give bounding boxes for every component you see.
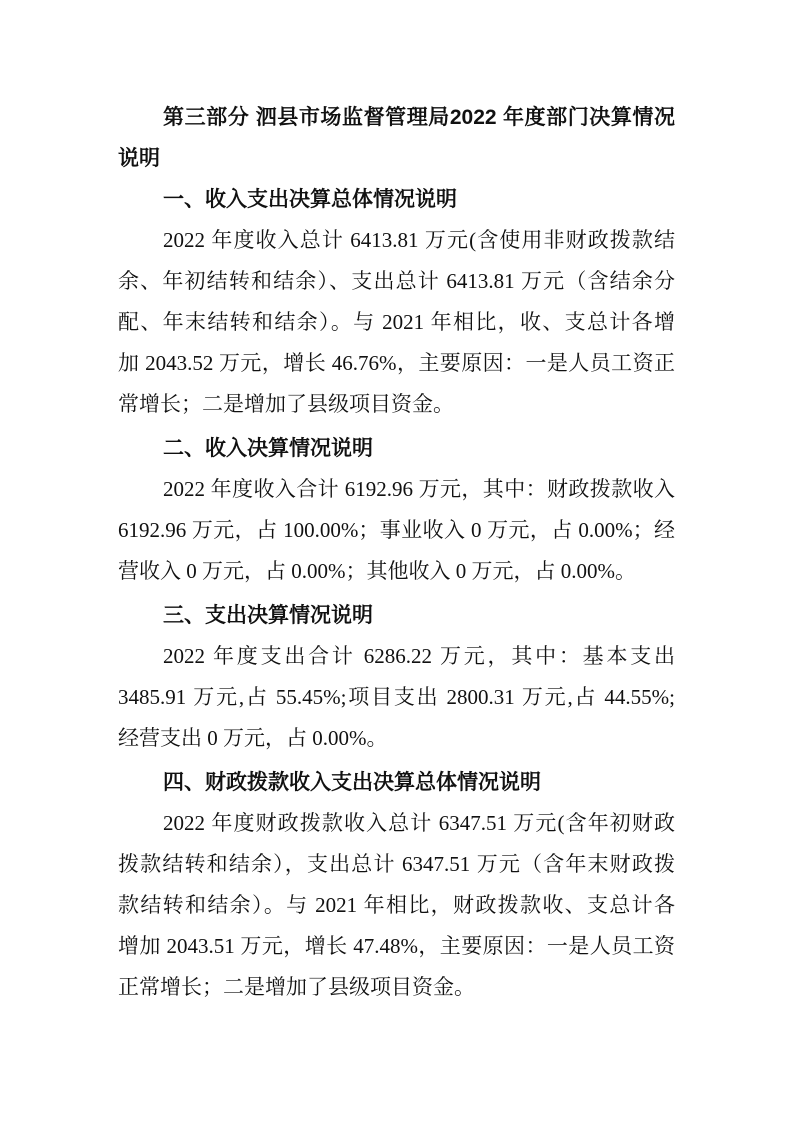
paragraph-line: 常增长；二是增加了县级项目资金。 [118, 392, 454, 416]
paragraph-line: 营收入 0 万元，占 0.00%；其他收入 0 万元，占 0.00%。 [118, 559, 636, 583]
paragraph [118, 803, 675, 1008]
paragraph-line: 2022 年度财政拨款收入总计 6347.51 万元(含年初财政 [163, 811, 675, 835]
paragraph-line: 2022 年度支出合计 6286.22 万元，其中：基本支出 [163, 644, 675, 668]
paragraph-line: 配、年末结转和结余）。与 2021 年相比，收、支总计各增 [118, 310, 675, 334]
section-expenditure [118, 595, 675, 759]
paragraph [118, 636, 675, 759]
section-heading: 四、财政拨款收入支出决算总体情况说明 [163, 771, 541, 794]
paragraph-line: 6192.96 万元，占 100.00%；事业收入 0 万元，占 0.00%；经 [118, 518, 675, 542]
paragraph-line: 加 2043.52 万元，增长 46.76%，主要原因：一是人员工资正 [118, 351, 675, 375]
paragraph-line: 款结转和结余）。与 2021 年相比，财政拨款收、支总计各 [118, 893, 675, 917]
section-fiscal-appropriation [118, 762, 675, 1008]
paragraph-line: 2022 年度收入合计 6192.96 万元，其中：财政拨款收入 [163, 477, 675, 501]
paragraph [118, 469, 675, 592]
paragraph-line: 增加 2043.51 万元，增长 47.48%，主要原因：一是人员工资 [118, 934, 675, 958]
section-heading: 二、收入决算情况说明 [163, 437, 373, 460]
section-income [118, 428, 675, 592]
section-income-expenditure-overview [118, 179, 675, 425]
paragraph-line: 正常增长；二是增加了县级项目资金。 [118, 975, 475, 999]
paragraph-line: 余、年初结转和结余）、支出总计 6413.81 万元（含结余分 [118, 269, 675, 293]
paragraph-line: 经营支出 0 万元，占 0.00%。 [118, 726, 388, 750]
paragraph-line: 3485.91 万元,占 55.45%;项目支出 2800.31 万元,占 44.55%; [118, 685, 675, 709]
document-title [118, 97, 675, 179]
section-heading: 三、支出决算情况说明 [163, 604, 373, 627]
paragraph-line: 2022 年度收入总计 6413.81 万元(含使用非财政拨款结 [163, 228, 675, 252]
title-line: 说明 [118, 147, 160, 170]
section-heading: 一、收入支出决算总体情况说明 [163, 188, 457, 211]
title-line: 第三部分 泗县市场监督管理局2022 年度部门决算情况 [163, 106, 675, 129]
paragraph-line: 拨款结转和结余），支出总计 6347.51 万元（含年末财政拨 [118, 852, 675, 876]
paragraph [118, 220, 675, 425]
